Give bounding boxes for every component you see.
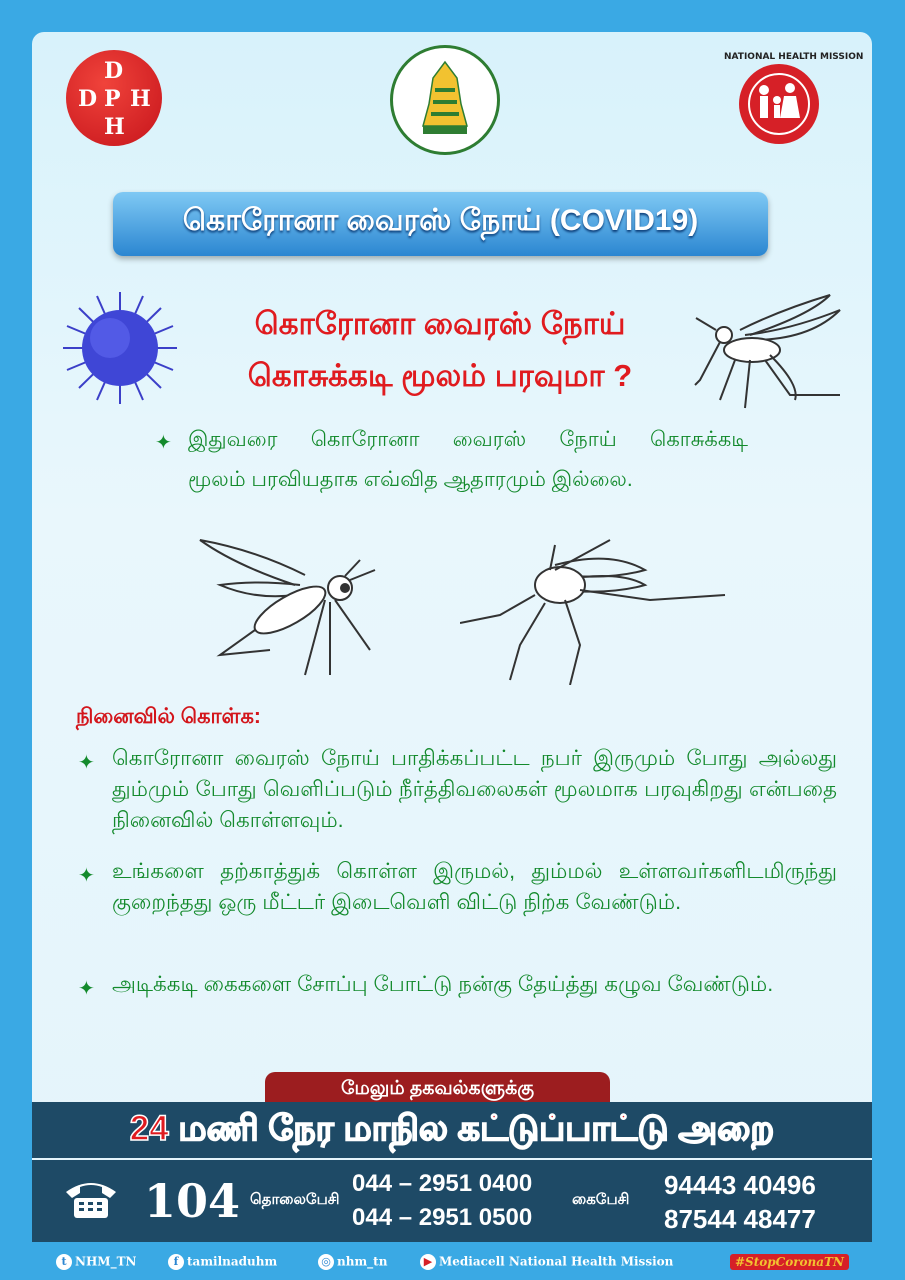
mosquito-illustration [195,530,385,680]
question-line-2: கொசுக்கடி மூலம் பரவுமா ? [247,358,633,393]
mosquito-illustration [460,535,730,685]
bullet-star-icon: ✦ [78,750,95,774]
mobile-number-1: 94443 40496 [664,1170,816,1200]
youtube-channel: Mediacell National Health Mission [439,1254,674,1269]
dph-logo [66,50,162,146]
point-3: அடிக்கடி கைகளை சோப்பு போட்டு நன்கு தேய்த்து கழுவ வேண்டும். [112,972,774,996]
facebook-icon: f [168,1254,184,1270]
point-2: உங்களை தற்காத்துக் கொள்ள இருமல், தும்மல் உள்ளவர்களிடமிருந்து குறைந்தது ஒரு மீட்டர் இடைவெளி விட்டு நிற்க வேண்டும். [112,859,837,914]
dph-letter: D [78,86,98,112]
dph-letter: H [130,86,151,112]
dph-letter: H [104,114,125,140]
twitter-icon: t [56,1254,72,1270]
facebook-handle: tamilnaduhm [187,1254,278,1269]
tamilnadu-emblem-logo [390,45,500,155]
instagram-link[interactable] [318,1254,387,1270]
bullet-star-icon: ✦ [78,863,95,887]
point-1: கொரோனா வைரஸ் நோய் பாதிக்கப்பட்ட நபர் இருமும் போது அல்லது தும்மும் போது வெளிப்படும் நீர்த்திவலைகள் மூலமாக பரவுகிறது என்பதை நினைவில் கொள்ளவும். [112,746,837,832]
mobile-number-2: 87544 48477 [664,1204,816,1234]
coronavirus-illustration [55,288,185,408]
mosquito-illustration [690,290,850,410]
bullet-star-icon: ✦ [78,976,95,1000]
youtube-link[interactable] [420,1254,673,1270]
landline-label: தொலைபேசி [250,1191,340,1208]
nhm-logo-text: NATIONAL HEALTH MISSION [724,52,864,62]
question-line-1: கொரோனா வைரஸ் நோய் [254,306,626,341]
remember-heading: நினைவில் கொள்க: [76,705,261,728]
control-room-title: 24 மணி நேர மாநில கட்டுப்பாட்டு அறை [129,1109,775,1148]
landline-number-1: 044 – 2951 0400 [352,1170,533,1197]
contact-panel [32,1160,872,1242]
mobile-label: கைபேசி [572,1191,630,1208]
page-title: கொரோனா வைரஸ் நோய் (COVID19) [182,204,699,237]
helpline-number: 104 [144,1174,241,1228]
twitter-handle: NHM_TN [75,1254,137,1269]
facebook-link[interactable] [168,1254,277,1270]
youtube-icon: ▶ [420,1254,436,1270]
social-footer [0,1248,905,1276]
dph-letter: D [104,58,124,84]
bullet-star-icon: ✦ [155,430,172,454]
title-banner [113,192,768,256]
more-info-label: மேலும் தகவல்களுக்கு [265,1072,610,1106]
landline-number-2: 044 – 2951 0500 [352,1204,533,1231]
hashtag-badge[interactable]: #StopCoronaTN [730,1254,849,1270]
instagram-icon: ◎ [318,1254,334,1270]
dph-letter: P [104,86,121,112]
instagram-handle: nhm_tn [337,1254,388,1269]
national-health-mission-logo [718,50,864,152]
twitter-link[interactable] [56,1254,137,1270]
answer-line-2: மூலம் பரவியதாக எவ்வித ஆதாரமும் இல்லை. [188,468,633,491]
control-room-banner [32,1102,872,1158]
answer-line-1: இதுவரை கொரோனா வைரஸ் நோய் கொசுக்கடி [188,428,748,451]
telephone-icon [62,1178,120,1222]
